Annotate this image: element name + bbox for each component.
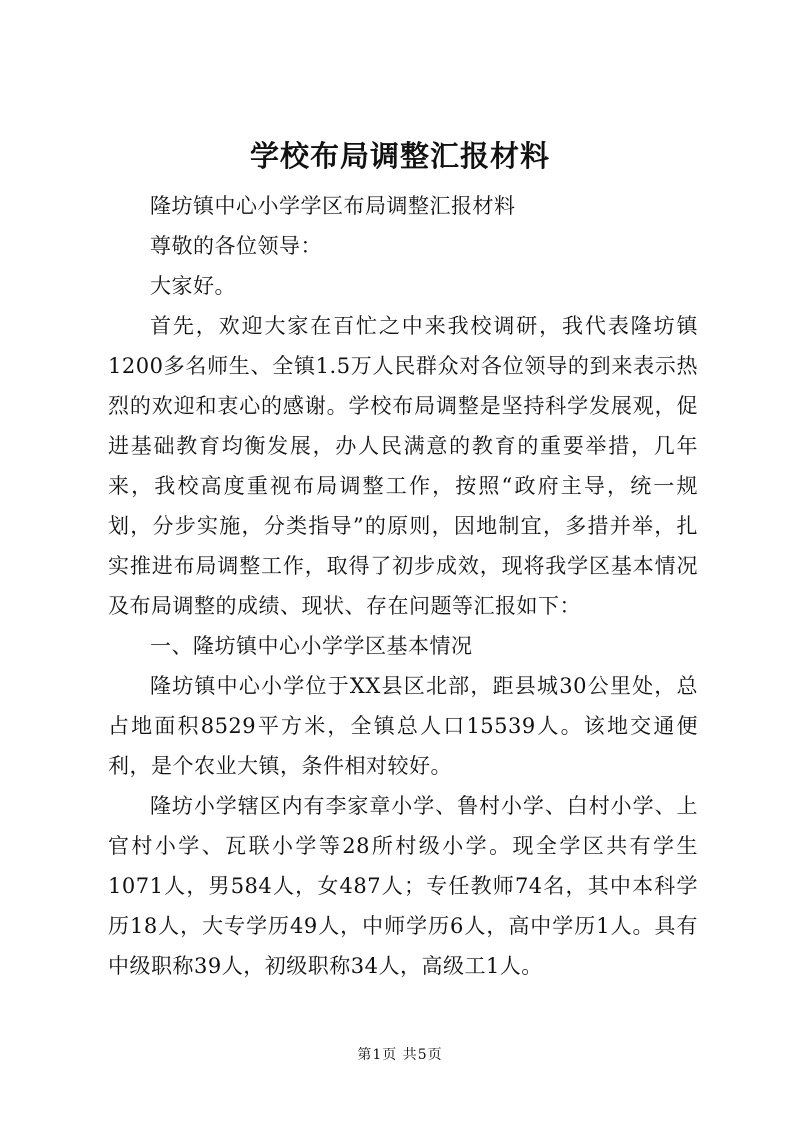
page-number: 第1页 共5页 bbox=[357, 1047, 443, 1063]
document-body bbox=[108, 186, 698, 986]
location-paragraph: 隆坊镇中心小学位于XX县区北部，距县城30公里处，总占地面积8529平方米，全镇总人口15539人。该地交通便利，是个农业大镇，条件相对较好。 bbox=[108, 674, 698, 778]
section-heading: 一、隆坊镇中心小学学区基本情况 bbox=[150, 634, 473, 658]
salutation-paragraph: 尊敬的各位领导： bbox=[150, 234, 322, 258]
greeting-paragraph: 大家好。 bbox=[150, 274, 236, 298]
subtitle-paragraph: 隆坊镇中心小学学区布局调整汇报材料 bbox=[150, 194, 516, 218]
statistics-paragraph: 隆坊小学辖区内有李家章小学、鲁村小学、白村小学、上官村小学、瓦联小学等28所村级小学。现全学区共有学生1071人，男584人，女487人；专任教师74名，其中本科学历18人，大专学历49人，中师学历6人，高中学历1人。具有中级职称39人，初级职称34人，高级工1人。 bbox=[108, 794, 698, 978]
intro-paragraph: 首先，欢迎大家在百忙之中来我校调研，我代表隆坊镇1200多名师生、全镇1.5万人民群众对各位领导的到来表示热烈的欢迎和衷心的感谢。学校布局调整是坚持科学发展观，促进基础教育均衡发展，办人民满意的教育的重要举措，几年来，我校高度重视布局调整工作，按照“政府主导，统一规划，分步实施，分类指导”的原则，因地制宜，多措并举，扎实推进布局调整工作，取得了初步成效，现将我学区基本情况及布局调整的成绩、现状、存在问题等汇报如下： bbox=[108, 314, 698, 618]
document-title: 学校布局调整汇报材料 bbox=[249, 139, 550, 173]
